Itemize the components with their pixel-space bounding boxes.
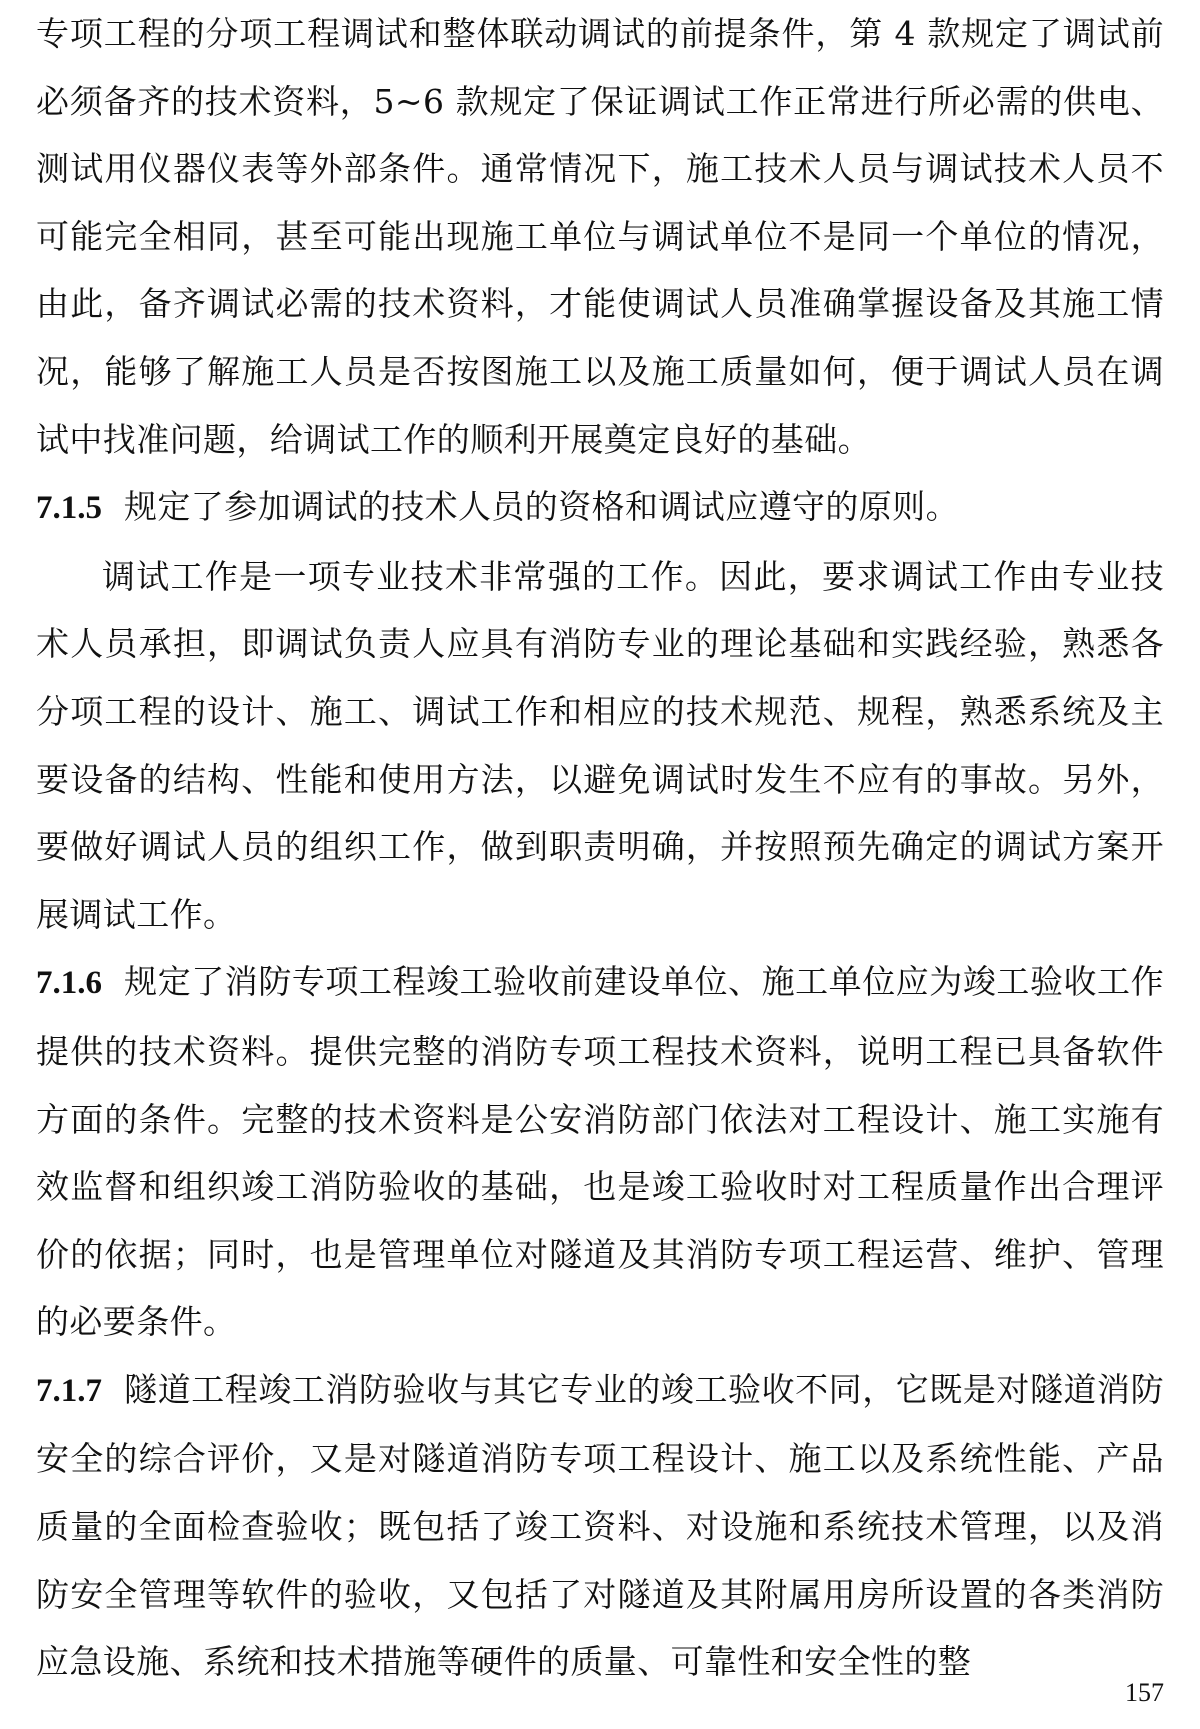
clause-text: 隧道工程竣工消防验收与其它专业的竣工验收不同，它既是对隧道消防安全的综合评价，又是对隧道消防专项工程设计、施工以及系统性能、产品质量的全面检查验收；既包括了竣工资料、对设施和系统技术管理，以及消防安全管理等软件的验收，又包括了对隧道及其附属用房所设置的各类消防应急设施、系统和技术措施等硬件的质量、可靠性和安全性的整	[36, 1369, 1164, 1682]
paragraph-text: 调试工作是一项专业技术非常强的工作。因此，要求调试工作由专业技术人员承担，即调试负责人应具有消防专业的理论基础和实践经验，熟悉各分项工程的设计、施工、调试工作和相应的技术规范、规程，熟悉系统及主要设备的结构、性能和使用方法，以避免调试时发生不应有的事故。另外，要做好调试人员的组织工作，做到职责明确，并按照预先确定的调试方案开展调试工作。	[36, 556, 1164, 934]
page-number: 157	[1125, 1678, 1164, 1707]
clause-number: 7.1.5	[36, 490, 102, 527]
clause-number: 7.1.6	[36, 965, 102, 1002]
clause-text: 规定了消防专项工程竣工验收前建设单位、施工单位应为竣工验收工作提供的技术资料。提供完整的消防专项工程技术资料，说明工程已具备软件方面的条件。完整的技术资料是公安消防部门依法对工程设计、施工实施有效监督和组织竣工消防验收的基础，也是竣工验收时对工程质量作出合理评价的依据；同时，也是管理单位对隧道及其消防专项工程运营、维护、管理的必要条件。	[36, 962, 1164, 1342]
paragraph-explanation	[36, 543, 1164, 949]
clause-number: 7.1.7	[36, 1372, 102, 1409]
paragraph-continuation	[36, 0, 1164, 473]
paragraph-text: 专项工程的分项工程调试和整体联动调试的前提条件，第 4 款规定了调试前必须备齐的技术资料，5~6 款规定了保证调试工作正常进行所必需的供电、测试用仪器仪表等外部条件。通常情况下，施工技术人员与调试技术人员不可能完全相同，甚至可能出现施工单位与调试单位不是同一个单位的情况，由此，备齐调试必需的技术资料，才能使调试人员准确掌握设备及其施工情况，能够了解施工人员是否按图施工以及施工质量如何，便于调试人员在调试中找准问题，给调试工作的顺利开展奠定良好的基础。	[36, 14, 1164, 459]
clause-7-1-7	[36, 1356, 1164, 1696]
document-page	[36, 0, 1164, 1682]
clause-7-1-6	[36, 948, 1164, 1356]
clause-text: 规定了参加调试的技术人员的资格和调试应遵守的原则。	[124, 487, 959, 527]
clause-7-1-5	[36, 473, 1164, 543]
